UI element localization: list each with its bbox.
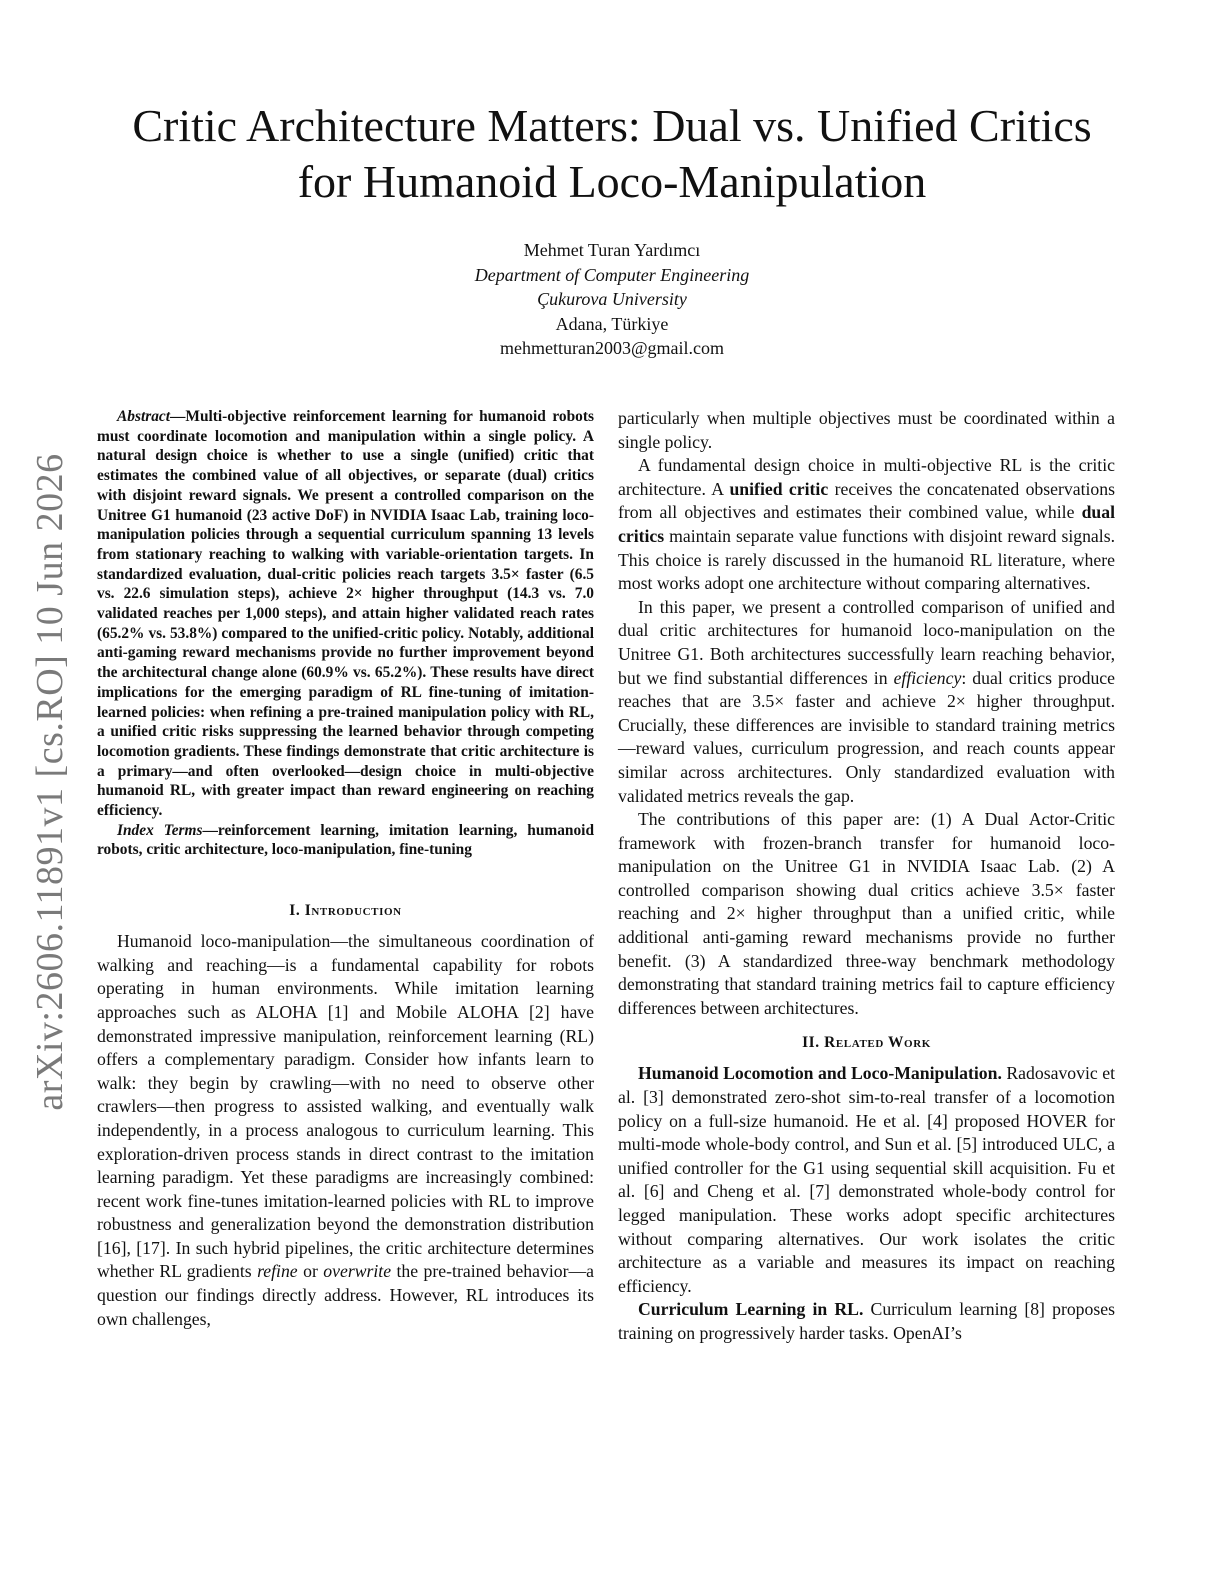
text-run: Radosavovic et al. [3] demonstrated zero-shot sim-to-real transfer of a locomotion policy on a full-size humanoid. He et al. [4] proposed HOVER for multi-mode whole-body control, and Sun et al. [5] introduced ULC, a unified controller for the G1 using sequential skill acquisition. Fu et al. [6] and Cheng et al. [7] demonstrated whole-body control for legged manipulation. These works adopt specific architectures without comparing alternatives. Our work isolates the critic architecture as a variable and measures its impact on reaching efficiency. <box>618 1063 1115 1296</box>
text-run: Humanoid loco-manipulation—the simultaneous coordination of walking and reaching—is a fundamental capability for robots operating in human environments. While imitation learning approaches such as ALOHA [1] and Mobile ALOHA [2] have demonstrated impressive manipulation, reinforcement learning (RL) offers a complementary paradigm. Consider how infants learn to walk: they begin by crawling—with no need to observe other crawlers—then progress to assisted walking, and eventually walk independently, in a process analogous to curriculum learning. This exploration-driven process stands in direct contrast to the imitation learning paradigm. Yet these paradigms are increasingly combined: recent work fine-tunes imitation-learned policies with RL to improve robustness and generalization beyond the demonstration distribution [16], [17]. In such hybrid pipelines, the critic architecture determines whether RL gradients <box>97 931 594 1282</box>
section-title: Related Work <box>824 1034 931 1052</box>
section-title: Introduction <box>304 902 402 920</box>
paragraph-heading: Curriculum Learning in RL. <box>638 1299 864 1320</box>
author-block <box>0 238 1224 361</box>
text-run: maintain separate value functions with disjoint reward signals. This choice is rarely discussed in the humanoid RL literature, where most works adopt one architecture without comparing alternatives. <box>618 525 1115 594</box>
related-paragraph-1 <box>618 1062 1115 1298</box>
author-location: Adana, Türkiye <box>555 313 669 334</box>
author-department: Department of Computer Engineering <box>474 264 750 285</box>
paper-title <box>0 98 1224 210</box>
text-run: Curriculum learning [8] proposes training on progressively harder tasks. OpenAI’s <box>618 1299 1115 1343</box>
text-emphasis: overwrite <box>323 1261 392 1282</box>
title-line-1: Critic Architecture Matters: Dual vs. Unified Critics <box>132 100 1092 151</box>
section-heading-introduction <box>97 902 594 920</box>
text-emphasis: refine <box>257 1261 298 1282</box>
text-run: : dual critics produce reaches that are 3.5× faster and achieve 2× higher throughput. Crucially, these differences are invisible to standard training metrics—reward values, curriculum progression, and reach counts appear similar across architectures. Only standardized evaluation with validated metrics reveals the gap. <box>618 667 1115 806</box>
title-line-2: for Humanoid Loco-Manipulation <box>297 156 927 207</box>
text-run: the pre-trained behavior—a question our findings directly address. However, RL introduces its own challenges, <box>97 1261 594 1329</box>
text-bold: unified critic <box>729 478 829 499</box>
index-terms-text: —reinforcement learning, imitation learning, humanoid robots, critic architecture, loco-manipulation, fine-tuning <box>97 821 595 859</box>
text-run: In this paper, we present a controlled comparison of unified and dual critic architectures for humanoid loco-manipulation on the Unitree G1. Both architectures successfully learn reaching behavior, but we find substantial differences in <box>618 596 1115 688</box>
intro-paragraph-2 <box>618 454 1115 596</box>
text-run: A fundamental design choice in multi-objective RL is the critic architecture. A <box>618 455 1115 499</box>
abstract-text: —Multi-objective reinforcement learning for humanoid robots must coordinate locomotion and manipulation within a single policy. A natural design choice is whether to use a single (unified) critic that estimates the combined value of all objectives, or separate (dual) critics with disjoint reward signals. We present a controlled comparison on the Unitree G1 humanoid (23 active DoF) in NVIDIA Isaac Lab, training loco-manipulation policies through a sequential curriculum spanning 13 levels from stationary reaching to walking with variable-orientation targets. In standardized evaluation, dual-critic policies reach targets 3.5× faster (6.5 vs. 22.6 simulation steps), achieve 2× higher throughput (14.3 vs. 7.0 validated reaches per 1,000 steps), and attain higher validated reach rates (65.2% vs. 53.8%) compared to the unified-critic policy. Notably, additional anti-gaming reward mechanisms provide no further improvement beyond the architectural change alone (60.9% vs. 65.2%). These results have direct implications for the emerging paradigm of RL fine-tuning of imitation-learned policies: when refining a pre-trained manipulation policy with RL, a unified critic risks suppressing the learned behavior through competing locomotion gradients. These findings demonstrate that critic architecture is a primary—and often overlooked—design choice in multi-objective humanoid RL, with greater impact than reward engineering on reaching efficiency. <box>97 408 594 820</box>
section-number: I. <box>289 902 305 920</box>
intro-paragraph-3 <box>618 596 1115 808</box>
index-terms <box>97 821 594 860</box>
intro-paragraph-1-continued: particularly when multiple objectives must be coordinated within a single policy. <box>618 408 1115 452</box>
text-run: receives the concatenated observations from all objectives and estimates their combined value, while <box>618 478 1115 523</box>
index-terms-label: Index Terms <box>117 821 203 839</box>
right-column <box>618 407 1115 1346</box>
paragraph-heading: Humanoid Locomotion and Loco-Manipulation. <box>638 1063 1002 1084</box>
text-run: or <box>297 1261 324 1282</box>
abstract-label: Abstract <box>117 408 171 425</box>
abstract <box>97 407 594 821</box>
text-bold: dual critics <box>618 502 1115 546</box>
author-email: mehmetturan2003@gmail.com <box>499 338 725 358</box>
text-emphasis: efficiency <box>893 667 962 688</box>
intro-paragraph-1 <box>97 930 594 1331</box>
left-column <box>97 407 594 1331</box>
intro-paragraph-4: The contributions of this paper are: (1) A Dual Actor-Critic framework with frozen-branch transfer for humanoid loco-manipulation on the Unitree G1 in NVIDIA Isaac Lab. (2) A controlled comparison showing dual critics achieve 3.5× faster reaching and 2× higher throughput than a unified critic, while additional anti-gaming reward mechanisms provide no further benefit. (3) A standardized three-way benchmark methodology demonstrating that standard training metrics fail to capture efficiency differences between architectures. <box>618 809 1115 1018</box>
related-paragraph-2 <box>618 1298 1115 1345</box>
section-number: II. <box>802 1034 825 1052</box>
section-heading-related-work <box>618 1034 1115 1052</box>
arxiv-identifier: arXiv:2606.11891v1 [cs.RO] 10 Jun 2026 <box>29 453 71 1111</box>
author-university: Çukurova University <box>537 289 687 309</box>
author-name: Mehmet Turan Yardımcı <box>523 240 701 260</box>
